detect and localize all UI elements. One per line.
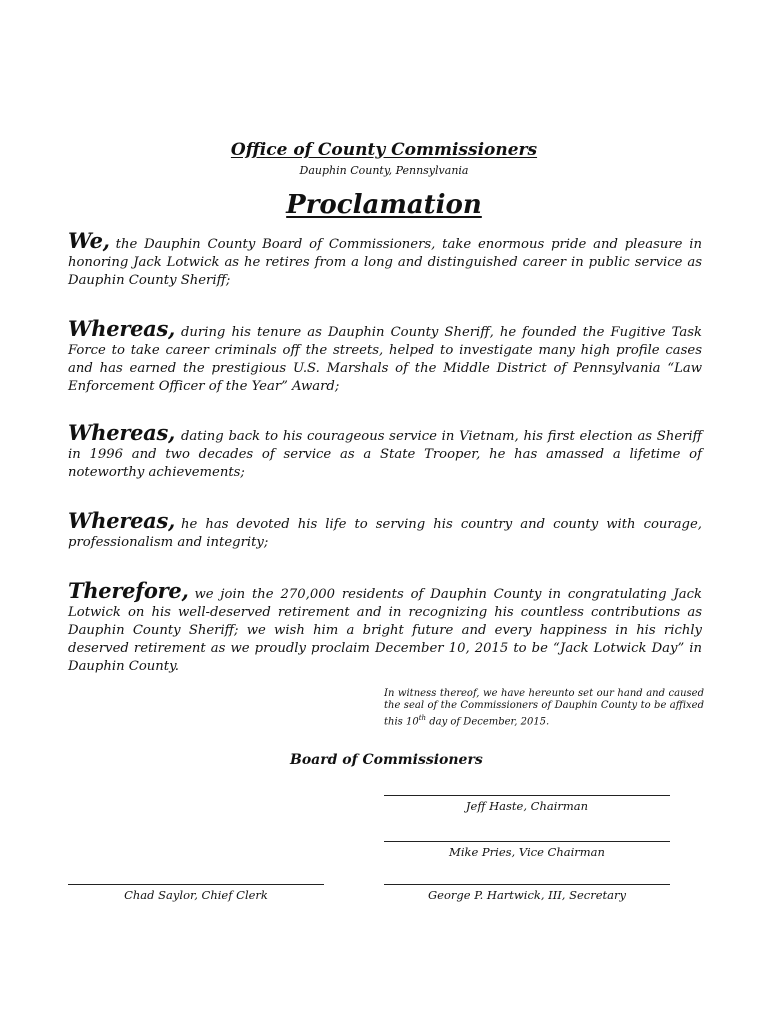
paragraph-we [68, 228, 702, 290]
office-location: Dauphin County, Pennsylvania [299, 164, 469, 177]
paragraph-lead: Therefore, [68, 578, 189, 603]
witness-text: In witness thereof, we have hereunto set our hand and caused the seal of the Commissioners of Dauphin County to be affixed this 10 [384, 688, 704, 728]
paragraph-lead: Whereas, [68, 316, 175, 341]
paragraph-lead: We, [68, 228, 110, 253]
signatory-vice-chairman: Mike Pries, Vice Chairman [449, 845, 605, 859]
signatory-secretary: George P. Hartwick, III, Secretary [427, 888, 627, 902]
witness-day-suffix: th [418, 714, 427, 722]
paragraph-text: he has devoted his life to serving his country and county with courage, professionalism and integrity; [68, 517, 702, 550]
paragraph-lead: Whereas, [68, 420, 175, 445]
witness-text-end: day of December, 2015. [426, 716, 550, 728]
signature-line [384, 841, 670, 842]
paragraph-whereas-3 [68, 508, 702, 552]
paragraph-text: dating back to his courageous service in Vietnam, his first election as Sheriff in 1996 and two decades of service as a State Trooper, he has amassed a lifetime of noteworthy achievements; [68, 429, 702, 480]
signatory-chairman: Jeff Haste, Chairman [465, 799, 589, 813]
office-title: Office of County Commissioners [230, 140, 538, 160]
paragraph-therefore [68, 578, 702, 676]
witness-statement [384, 688, 704, 728]
paragraph-text: we join the 270,000 residents of Dauphin County in congratulating Jack Lotwick on his well-deserved retirement and in recognizing his countless contributions as Dauphin County Sheriff; we wish him a bright future and every happiness in his richly deserved retirement as we proudly proclaim December 10, 2015 to be “Jack Lotwick Day” in Dauphin County. [68, 587, 702, 674]
paragraph-whereas-2 [68, 420, 702, 482]
paragraph-text: the Dauphin County Board of Commissioners, take enormous pride and pleasure in honoring Jack Lotwick as he retires from a long and distinguished career in public service as Dauphin County Sheriff; [68, 237, 702, 288]
signature-line [384, 795, 670, 796]
signatory-chief-clerk: Chad Saylor, Chief Clerk [124, 888, 268, 902]
paragraph-whereas-1 [68, 316, 702, 396]
signature-line [384, 884, 670, 885]
proclamation-title: Proclamation [286, 190, 482, 220]
signature-line [68, 884, 324, 885]
paragraph-text: during his tenure as Dauphin County Sheriff, he founded the Fugitive Task Force to take career criminals off the streets, helped to investigate many high profile cases and has earned the prestigious U.S. Marshals of the Middle District of Pennsylvania “Law Enforcement Officer of the Year” Award; [68, 325, 702, 394]
paragraph-lead: Whereas, [68, 508, 175, 533]
board-heading: Board of Commissioners [290, 752, 483, 768]
